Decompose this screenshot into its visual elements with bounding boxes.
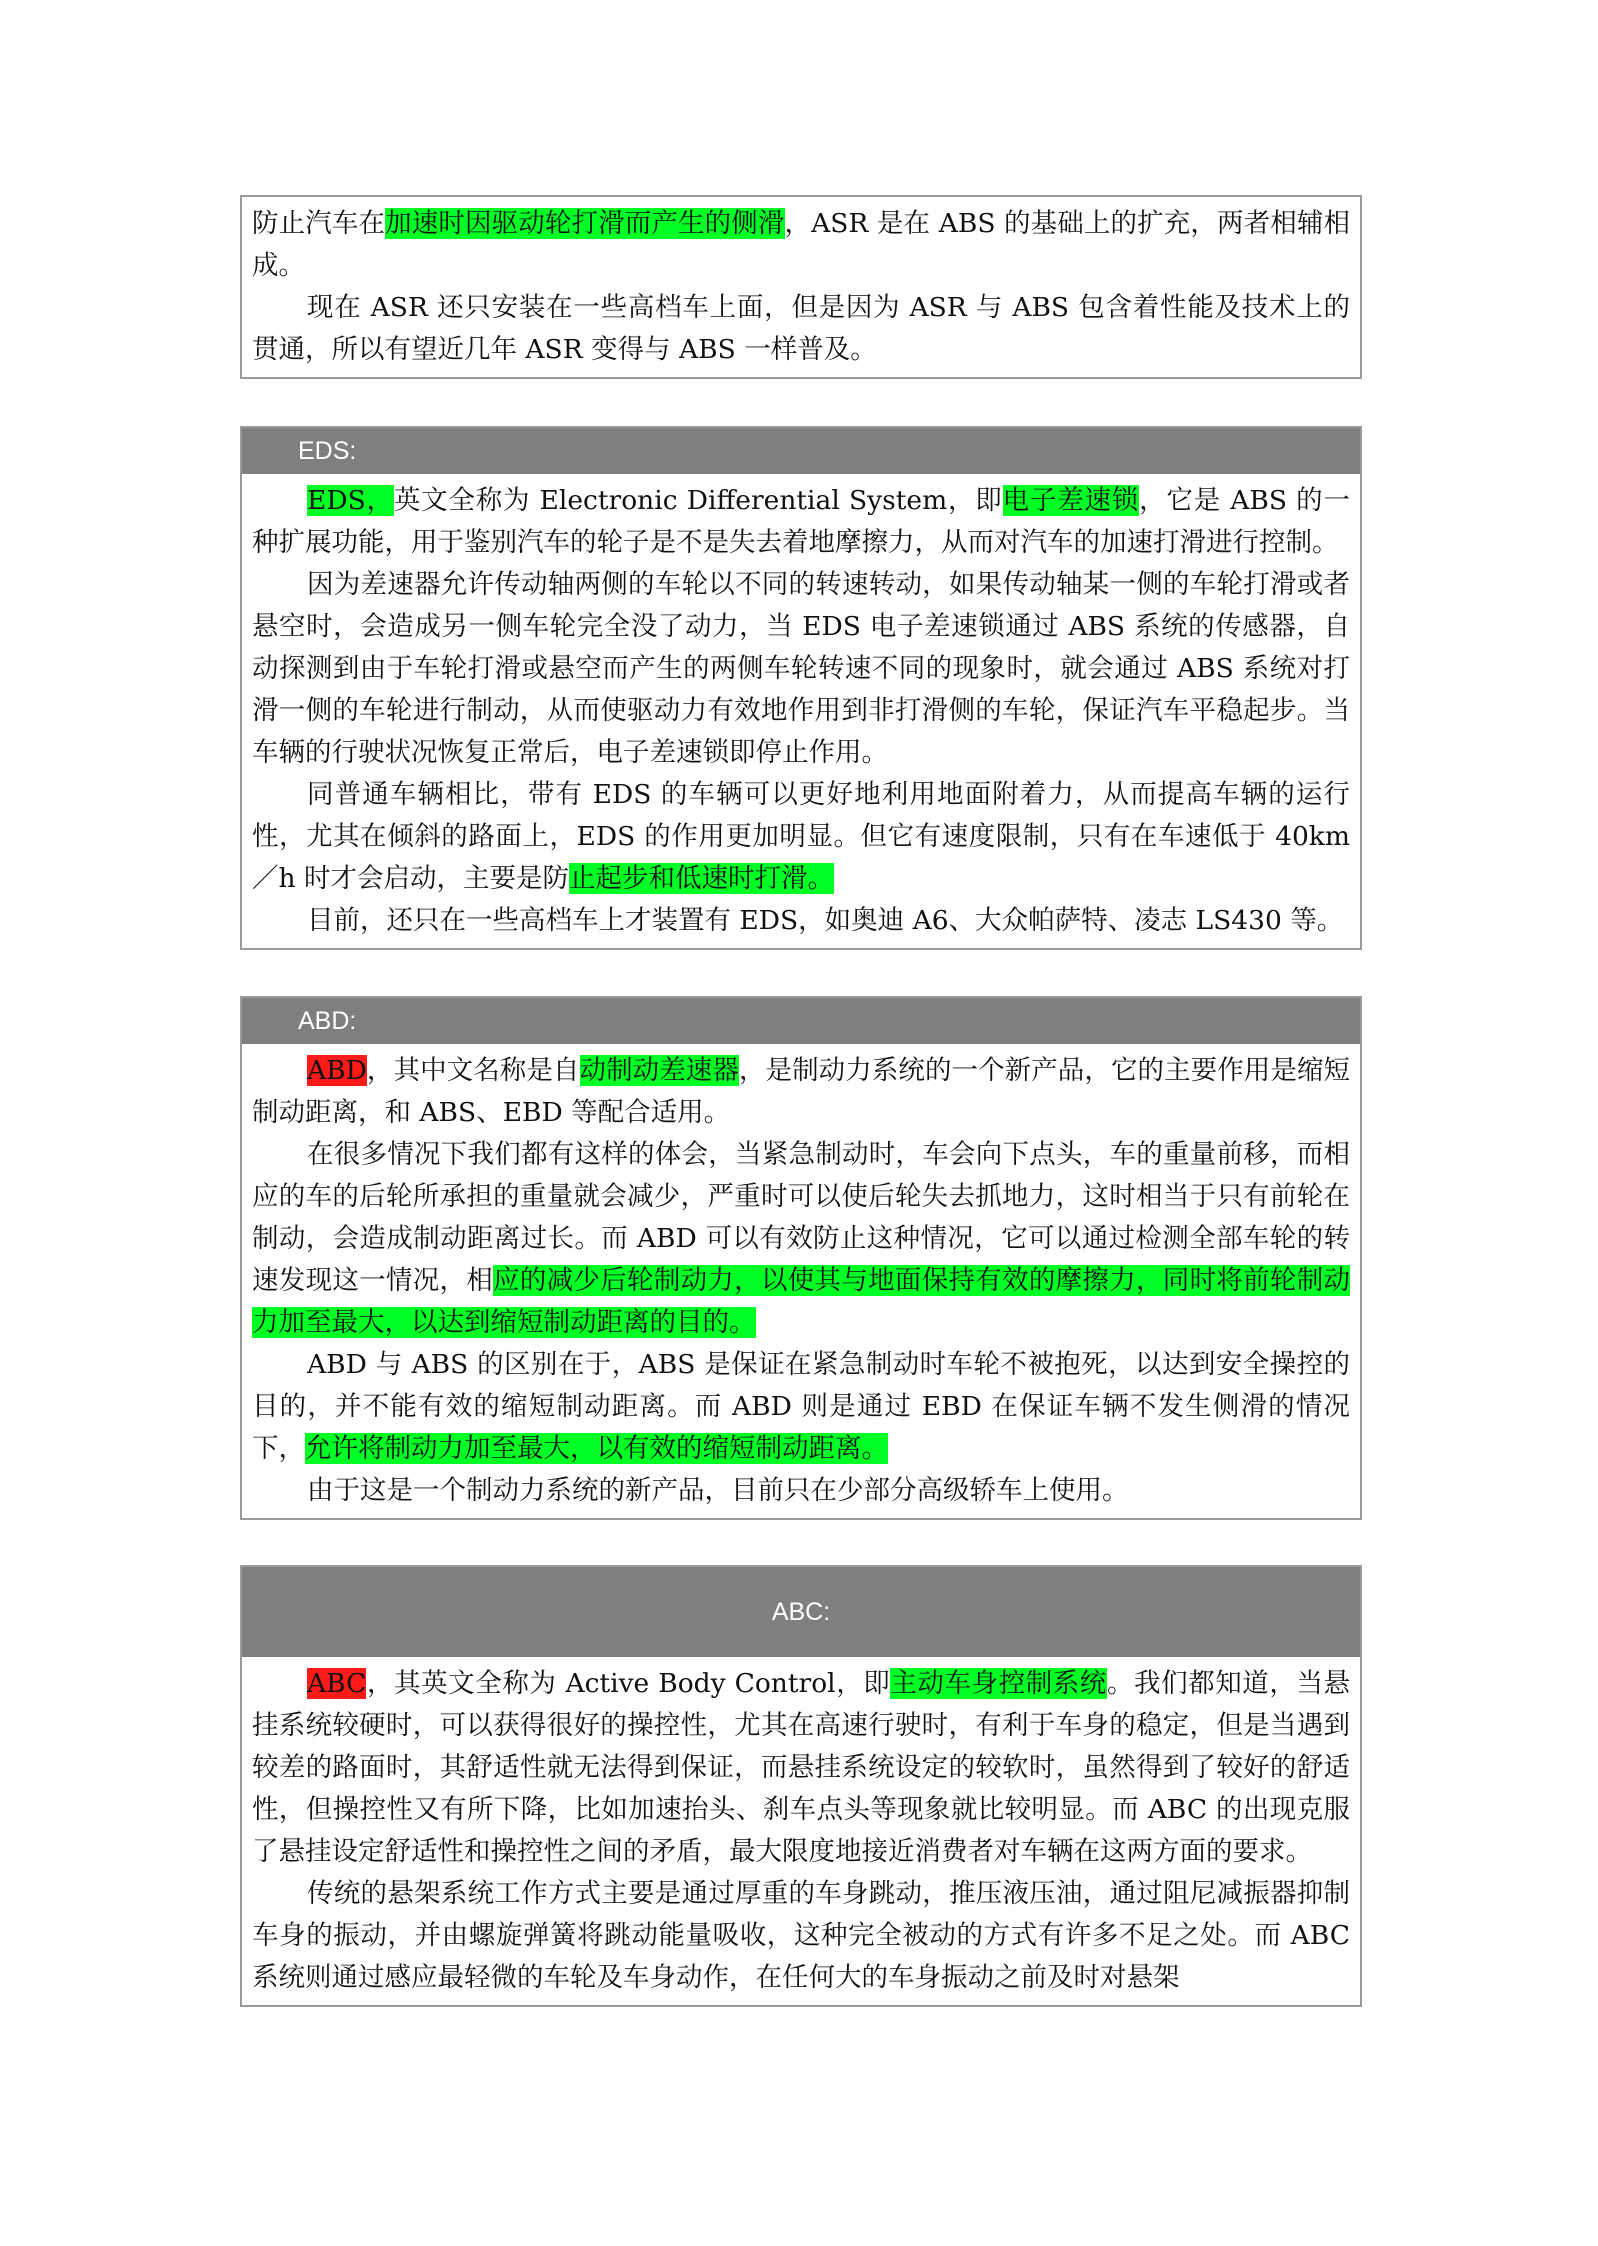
text-run: 在很多情况下我们都有这样的体会，当紧急制动时，车会向下点头，车的重量前移，而相应的车的后轮所承担的重量就会减少，严重时可以使后轮失去抓地力，这时相当于只有前轮在制动，会造成制动距离过长。而 ABD 可以有效防止这种情况，它可以通过检测全部车轮的转速发现这一情况，相	[252, 1139, 1350, 1296]
asr-paragraph-2	[252, 287, 1350, 371]
eds-header: EDS:	[242, 428, 1360, 474]
text-run: 同普通车辆相比，带有 EDS 的车辆可以更好地利用地面附着力，从而提高车辆的运行性，尤其在倾斜的路面上，EDS 的作用更加明显。但它有速度限制，只有在车速低于 40km／h 时才会启动，主要是防	[252, 779, 1350, 894]
abc-body	[242, 1657, 1360, 2005]
highlighted-term: ABD	[307, 1055, 367, 1086]
text-run: ，其英文全称为 Active Body Control，即	[366, 1668, 891, 1699]
text-run: ，其中文名称是自	[366, 1055, 580, 1086]
eds-section	[240, 426, 1362, 950]
abc-paragraph-1	[252, 1663, 1350, 1873]
text-run: ABD 与 ABS 的区别在于，ABS 是保证在紧急制动时车轮不被抱死，以达到安全操控的目的，并不能有效的缩短制动距离。而 ABD 则是通过 EBD 在保证车辆不发生侧滑的情况下，	[252, 1349, 1350, 1464]
highlighted-term: ABC	[307, 1668, 367, 1699]
highlighted-text: 允许将制动力加至最大，以有效的缩短制动距离。	[305, 1433, 888, 1464]
eds-paragraph-4	[252, 900, 1350, 942]
highlighted-text: EDS，	[307, 485, 394, 516]
abc-header: ABC:	[242, 1567, 1360, 1657]
text-run: 现在 ASR 还只安装在一些高档车上面，但是因为 ASR 与 ABS 包含着性能及技术上的贯通，所以有望近几年 ASR 变得与 ABS 一样普及。	[252, 292, 1350, 365]
highlighted-text: 止起步和低速时打滑。	[569, 863, 834, 894]
highlighted-text: 动制动差速器	[579, 1055, 739, 1086]
highlighted-text: 电子差速锁	[1002, 485, 1140, 516]
abd-section	[240, 996, 1362, 1520]
abd-paragraph-1	[252, 1050, 1350, 1134]
eds-paragraph-3	[252, 774, 1350, 900]
asr-section	[240, 195, 1362, 379]
text-run: 目前，还只在一些高档车上才装置有 EDS，如奥迪 A6、大众帕萨特、凌志 LS430 等。	[307, 905, 1344, 936]
eds-body	[242, 474, 1360, 948]
text-run: 防止汽车在	[252, 208, 386, 239]
text-run: 英文全称为 Electronic Differential System，即	[393, 485, 1003, 516]
asr-body	[242, 197, 1360, 377]
text-run: ，ASR 是在 ABS 的基础上的扩充，两者相辅相成。	[252, 208, 1351, 281]
text-run: 。我们都知道，当悬挂系统较硬时，可以获得很好的操控性，尤其在高速行驶时，有利于车身的稳定，但是当遇到较差的路面时，其舒适性就无法得到保证，而悬挂系统设定的较软时，虽然得到了较好的舒适性，但操控性又有所下降，比如加速抬头、刹车点头等现象就比较明显。而 ABC 的出现克服了悬挂设定舒适性和操控性之间的矛盾，最大限度地接近消费者对车辆在这两方面的要求。	[252, 1668, 1351, 1867]
abd-paragraph-4	[252, 1470, 1350, 1512]
highlighted-text: 主动车身控制系统	[890, 1668, 1107, 1699]
eds-paragraph-2	[252, 564, 1350, 774]
eds-paragraph-1	[252, 480, 1350, 564]
abd-paragraph-3	[252, 1344, 1350, 1470]
abd-paragraph-2	[252, 1134, 1350, 1344]
highlighted-text: 应的减少后轮制动力，以使其与地面保持有效的摩擦力，同时将前轮制动力加至最大，以达到缩短制动距离的目的。	[252, 1265, 1351, 1338]
abd-header: ABD:	[242, 998, 1360, 1044]
text-run: ，它是 ABS 的一种扩展功能，用于鉴别汽车的轮子是不是失去着地摩擦力，从而对汽车的加速打滑进行控制。	[252, 485, 1350, 558]
text-run: 传统的悬架系统工作方式主要是通过厚重的车身跳动，推压液压油，通过阻尼减振器抑制车身的振动，并由螺旋弹簧将跳动能量吸收，这种完全被动的方式有许多不足之处。而 ABC 系统则通过感应最轻微的车轮及车身动作，在任何大的车身振动之前及时对悬架	[252, 1878, 1350, 1993]
text-run: 因为差速器允许传动轴两侧的车轮以不同的转速转动，如果传动轴某一侧的车轮打滑或者悬空时，会造成另一侧车轮完全没了动力，当 EDS 电子差速锁通过 ABS 系统的传感器，自动探测到由于车轮打滑或悬空而产生的两侧车轮转速不同的现象时，就会通过 ABS 系统对打滑一侧的车轮进行制动，从而使驱动力有效地作用到非打滑侧的车轮，保证汽车平稳起步。当车辆的行驶状况恢复正常后，电子差速锁即停止作用。	[252, 569, 1350, 768]
asr-paragraph-1	[252, 203, 1350, 287]
abc-paragraph-2	[252, 1873, 1350, 1999]
text-run: 由于这是一个制动力系统的新产品，目前只在少部分高级轿车上使用。	[307, 1475, 1129, 1506]
text-run: ，是制动力系统的一个新产品，它的主要作用是缩短制动距离，和 ABS、EBD 等配合适用。	[252, 1055, 1351, 1128]
highlighted-text: 加速时因驱动轮打滑而产生的侧滑	[385, 208, 785, 239]
abd-body	[242, 1044, 1360, 1518]
abc-section	[240, 1565, 1362, 2007]
